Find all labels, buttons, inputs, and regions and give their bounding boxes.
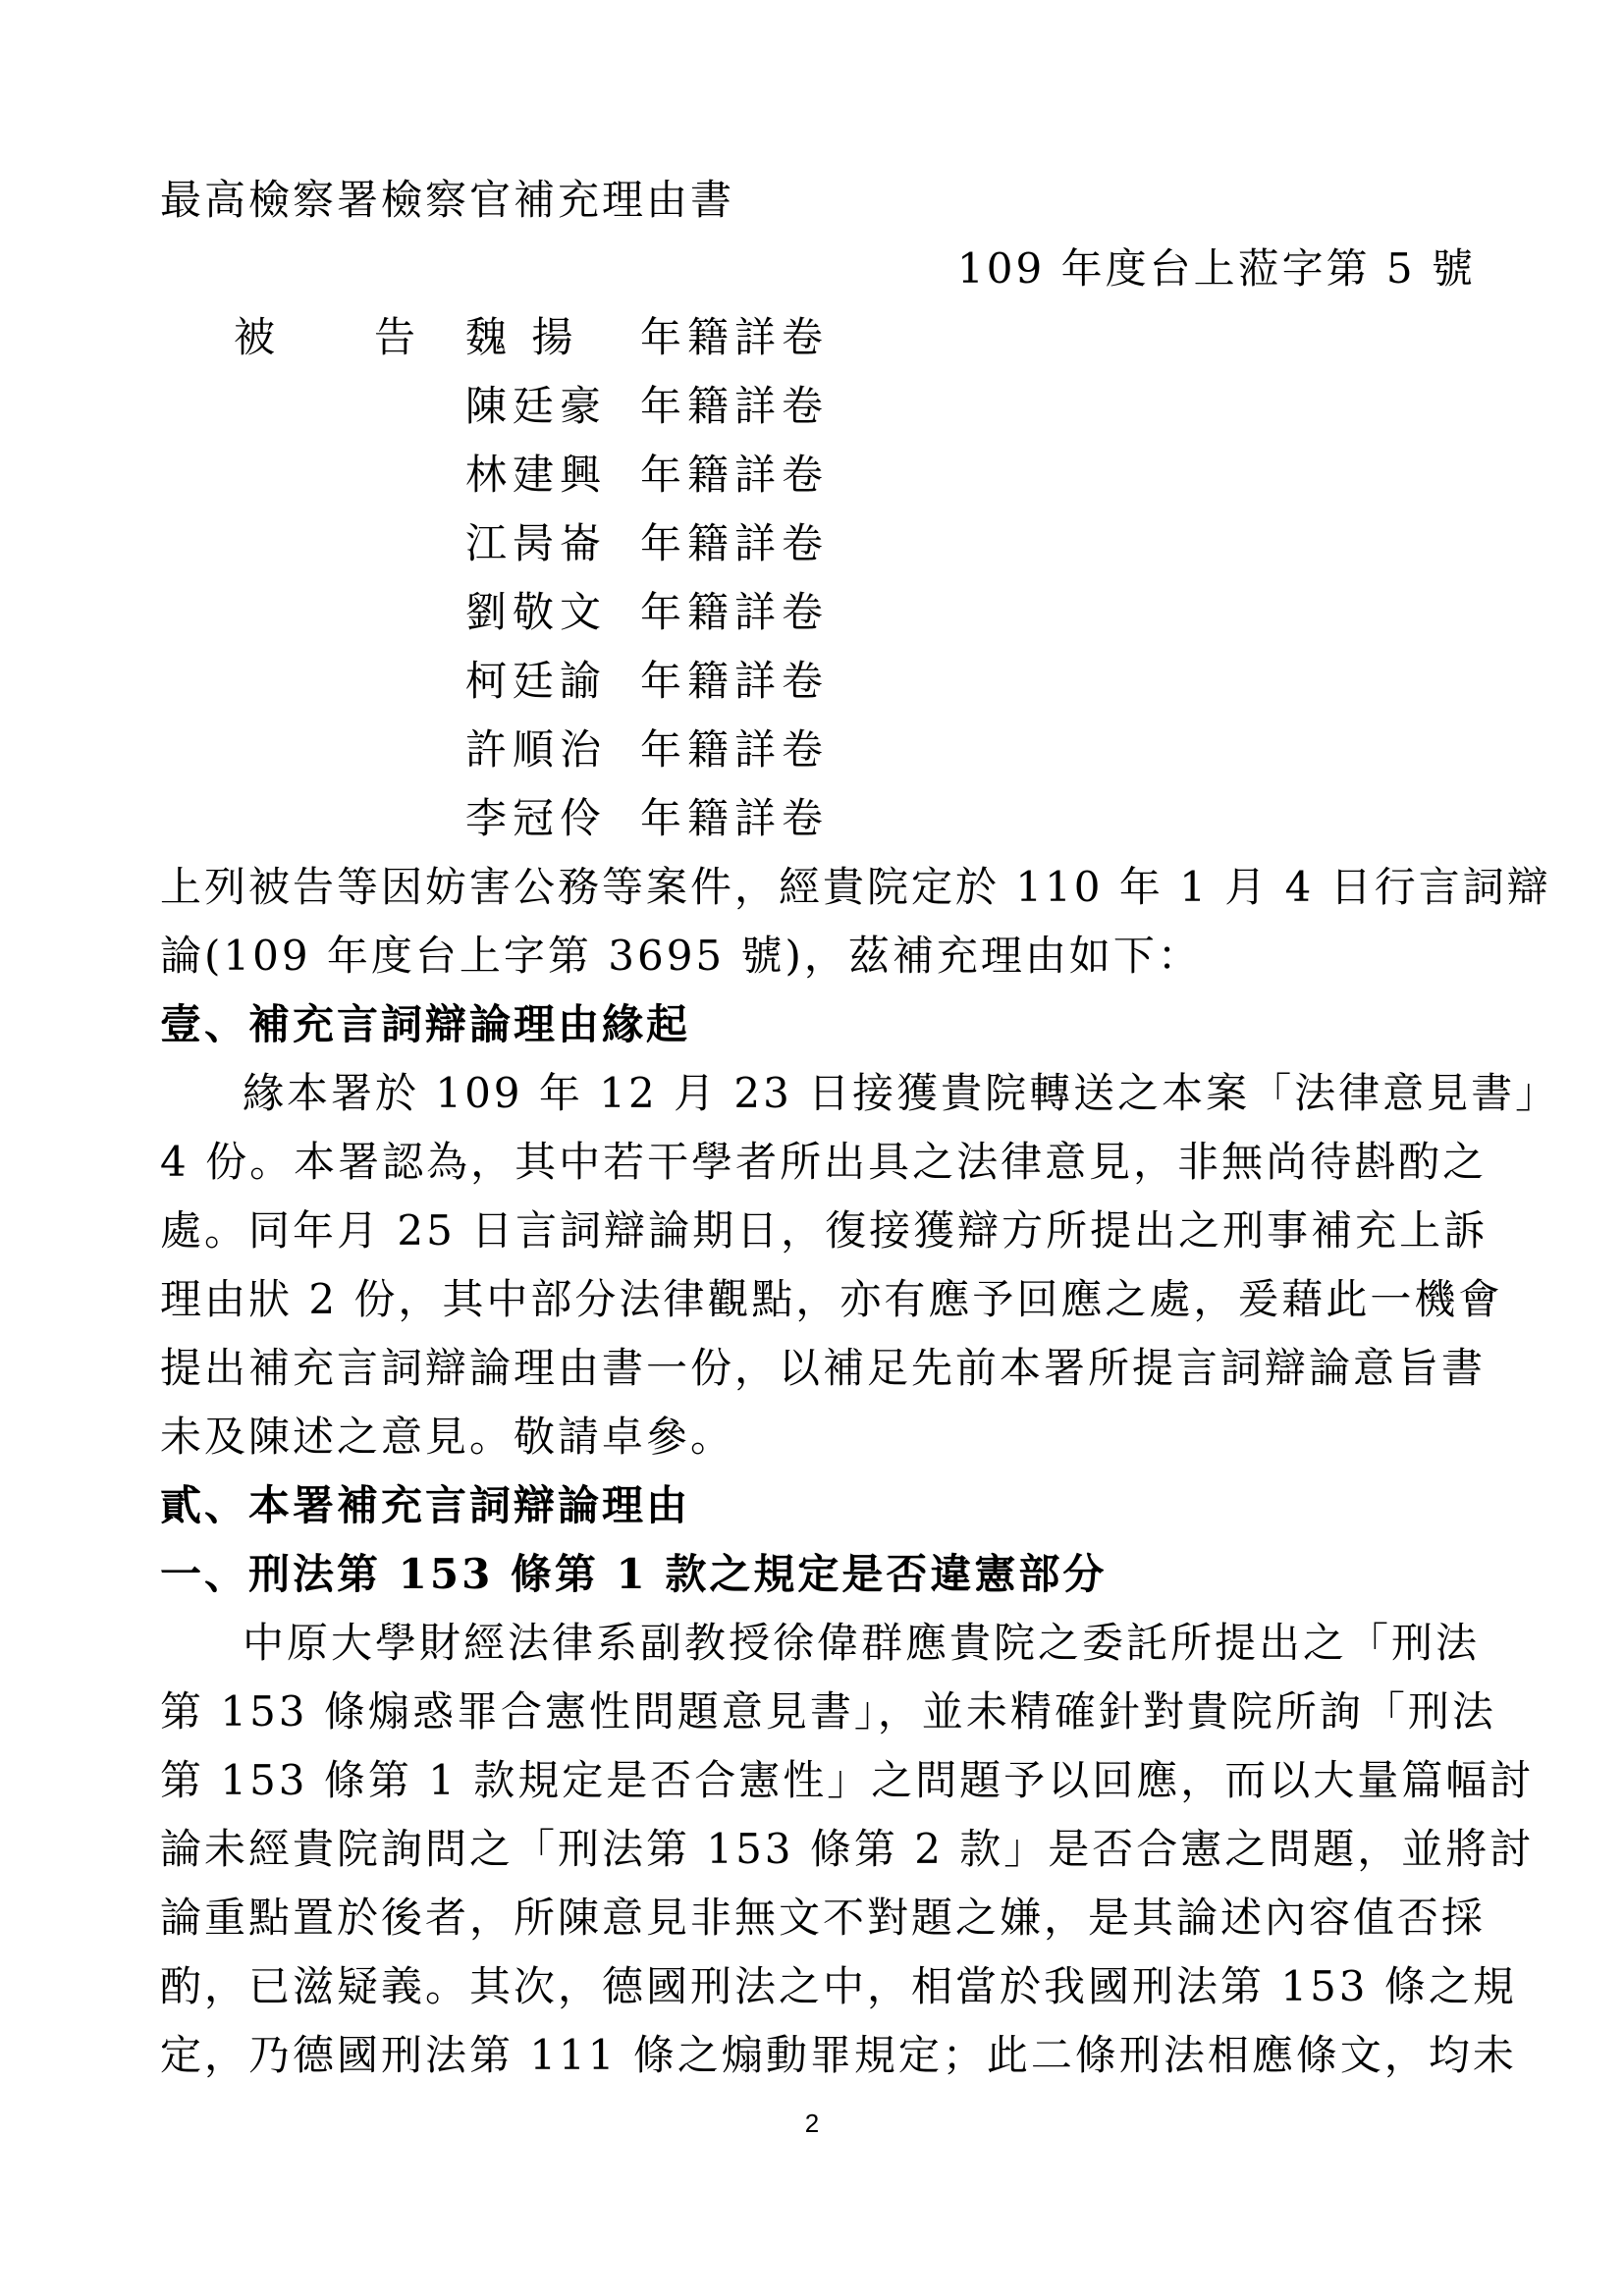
defendant-name: 許順治 [465,725,608,774]
defendant-note: 年籍詳卷 [640,725,830,774]
defendant-note: 年籍詳卷 [640,519,830,567]
section-heading: 壹、補充言詞辯論理由緣起 [160,1000,691,1048]
paragraph-line: 理由狀 2 份，其中部分法律觀點，亦有應予回應之處，爰藉此一機會 [160,1275,1503,1323]
section-heading: 貳、本署補充言詞辯論理由 [160,1481,691,1529]
subsection-heading: 一、刑法第 153 條第 1 款之規定是否違憲部分 [160,1550,1108,1598]
paragraph-line: 定，乃德國刑法第 111 條之煽動罪規定；此二條刑法相應條文，均未 [160,2031,1517,2079]
paragraph-line: 論重點置於後者，所陳意見非無文不對題之嫌，是其論述內容值否採 [160,1894,1487,1942]
paragraph-line: 第 153 條煽惑罪合憲性問題意見書」，並未精確針對貴院所詢「刑法 [160,1687,1496,1735]
defendant-name: 林建興 [465,451,608,499]
defendant-note: 年籍詳卷 [640,313,830,361]
defendant-name: 柯廷諭 [465,657,608,705]
paragraph-line: 4 份。本署認為，其中若干學者所出具之法律意見，非無尚待斟酌之 [160,1138,1488,1186]
paragraph-line: 緣本署於 109 年 12 月 23 日接獲貴院轉送之本案「法律意見書」 [243,1069,1560,1117]
defendant-note: 年籍詳卷 [640,657,830,705]
defendant-name: 李冠伶 [465,794,608,842]
defendant-note: 年籍詳卷 [640,794,830,842]
paragraph-line: 提出補充言詞辯論理由書一份，以補足先前本署所提言詞辯論意旨書 [160,1344,1487,1392]
case-number: 109 年度台上蒞字第 5 號 [957,244,1476,293]
defendant-name: 陳廷豪 [465,382,608,430]
intro-line: 論(109 年度台上字第 3695 號)，茲補充理由如下： [160,932,1202,980]
paragraph-line: 第 153 條第 1 款規定是否合憲性」之問題予以回應，而以大量篇幅討 [160,1756,1535,1804]
paragraph-line: 處。同年月 25 日言詞辯論期日，復接獲辯方所提出之刑事補充上訴 [160,1206,1489,1255]
defendant-name: 劉敬文 [465,588,608,636]
document-title: 最高檢察署檢察官補充理由書 [160,176,735,224]
defendant-name: 魏 揚 [465,313,579,361]
paragraph-line: 酌，已滋疑義。其次，德國刑法之中，相當於我國刑法第 153 條之規 [160,1962,1517,2010]
paragraph-line: 論未經貴院詢問之「刑法第 153 條第 2 款」是否合憲之問題，並將討 [160,1825,1535,1873]
defendant-label-a: 被 [234,313,276,361]
paragraph-line: 未及陳述之意見。敬請卓參。 [160,1413,735,1461]
defendant-note: 年籍詳卷 [640,382,830,430]
defendant-label-b: 告 [374,313,416,361]
intro-line: 上列被告等因妨害公務等案件，經貴院定於 110 年 1 月 4 日行言詞辯 [160,863,1551,911]
paragraph-line: 中原大學財經法律系副教授徐偉群應貴院之委託所提出之「刑法 [243,1619,1481,1667]
defendant-note: 年籍詳卷 [640,451,830,499]
defendant-name: 江昺崙 [465,519,608,567]
defendant-note: 年籍詳卷 [640,588,830,636]
page-number: 2 [804,2109,820,2138]
